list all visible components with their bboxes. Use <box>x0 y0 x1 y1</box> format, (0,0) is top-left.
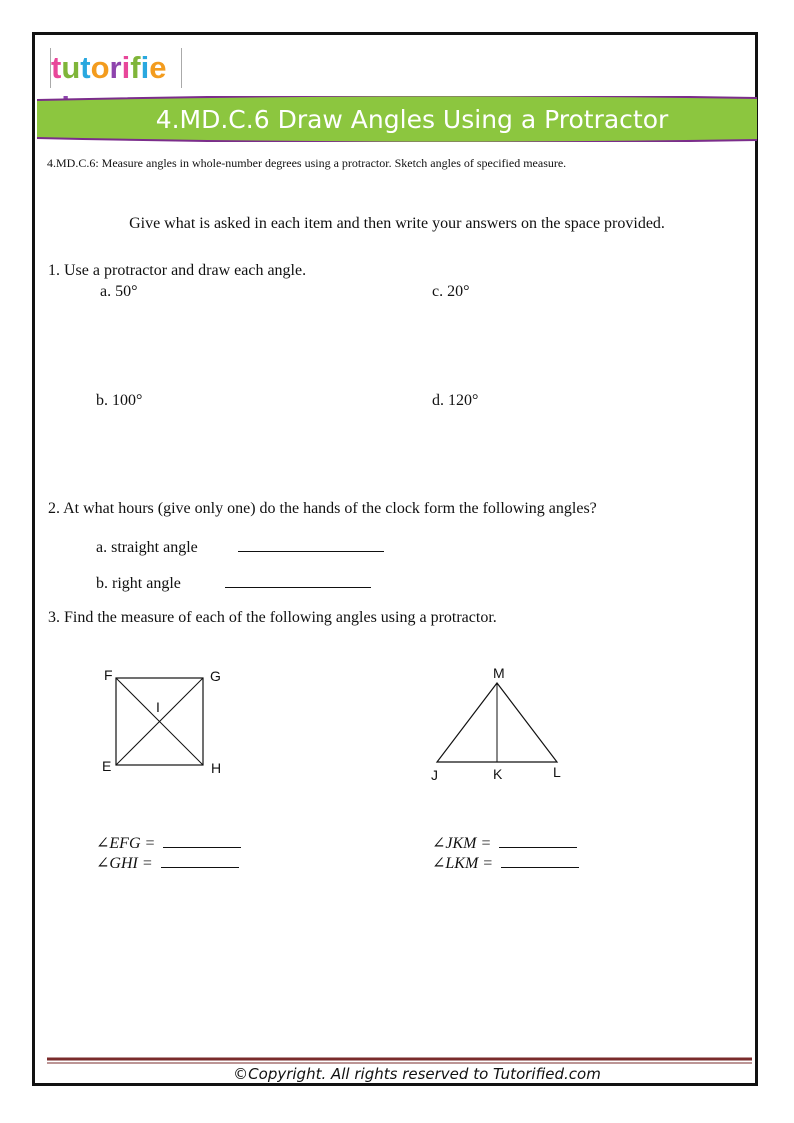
label-f: F <box>104 667 113 683</box>
logo-letter: i <box>140 50 150 85</box>
q1-item-b: b. 100° <box>96 392 143 409</box>
answer-row-jkm <box>432 833 577 853</box>
label-i: I <box>156 699 160 715</box>
logo-letter: i <box>121 50 131 85</box>
q2-item-a <box>96 537 384 557</box>
logo-letter: o <box>90 50 110 85</box>
label-k: K <box>493 766 503 782</box>
label-m: M <box>493 665 505 681</box>
angle-jkm-label: ∠JKM = <box>432 835 492 852</box>
page-border <box>32 32 758 1086</box>
answer-blank-lkm[interactable] <box>501 853 579 868</box>
question-2-prompt: 2. At what hours (give only one) do the hands of the clock form the following angles? <box>48 500 597 517</box>
q2-item-b <box>96 573 371 593</box>
logo-letter: e <box>149 50 167 85</box>
label-g: G <box>210 668 221 684</box>
logo-letter: r <box>109 50 122 85</box>
answer-row-efg <box>96 833 241 853</box>
answer-blank-right-angle[interactable] <box>225 573 371 588</box>
logo-letter: t <box>51 50 62 85</box>
answer-row-lkm <box>432 853 579 873</box>
q2-item-a-label: a. straight angle <box>96 539 198 556</box>
title-banner <box>37 96 757 142</box>
question-3-prompt: 3. Find the measure of each of the following angles using a protractor. <box>48 609 497 626</box>
instructions: Give what is asked in each item and then write your answers on the space provided. <box>129 215 665 232</box>
standard-description: 4.MD.C.6: Measure angles in whole-number degrees using a protractor. Sketch angles of specified measure. <box>47 156 567 170</box>
label-h: H <box>211 760 222 776</box>
footer-divider <box>47 1057 752 1065</box>
label-j: J <box>431 767 438 783</box>
angle-lkm-label: ∠LKM = <box>432 855 494 872</box>
answer-blank-ghi[interactable] <box>161 853 239 868</box>
answer-blank-jkm[interactable] <box>499 833 577 848</box>
page-title: 4.MD.C.6 Draw Angles Using a Protractor <box>155 104 669 134</box>
angle-efg-label: ∠EFG = <box>96 835 156 852</box>
tutorified-logo <box>50 48 182 88</box>
label-l: L <box>553 764 561 780</box>
answer-blank-straight-angle[interactable] <box>238 537 384 552</box>
q1-item-d: d. 120° <box>432 392 479 409</box>
triangle-figure <box>425 662 575 787</box>
answer-row-ghi <box>96 853 239 873</box>
label-e: E <box>102 758 112 774</box>
logo-letter: t <box>80 50 91 85</box>
copyright-notice: ©Copyright. All rights reserved to Tutorified.com <box>233 1065 601 1083</box>
q1-item-c: c. 20° <box>432 283 470 300</box>
angle-ghi-label: ∠GHI = <box>96 855 153 872</box>
q1-item-a: a. 50° <box>100 283 138 300</box>
square-figure <box>95 660 235 785</box>
q2-item-b-label: b. right angle <box>96 575 181 592</box>
logo-letter: u <box>61 50 81 85</box>
answer-blank-efg[interactable] <box>163 833 241 848</box>
logo-letter: f <box>130 50 141 85</box>
question-1-prompt: 1. Use a protractor and draw each angle. <box>48 262 307 279</box>
